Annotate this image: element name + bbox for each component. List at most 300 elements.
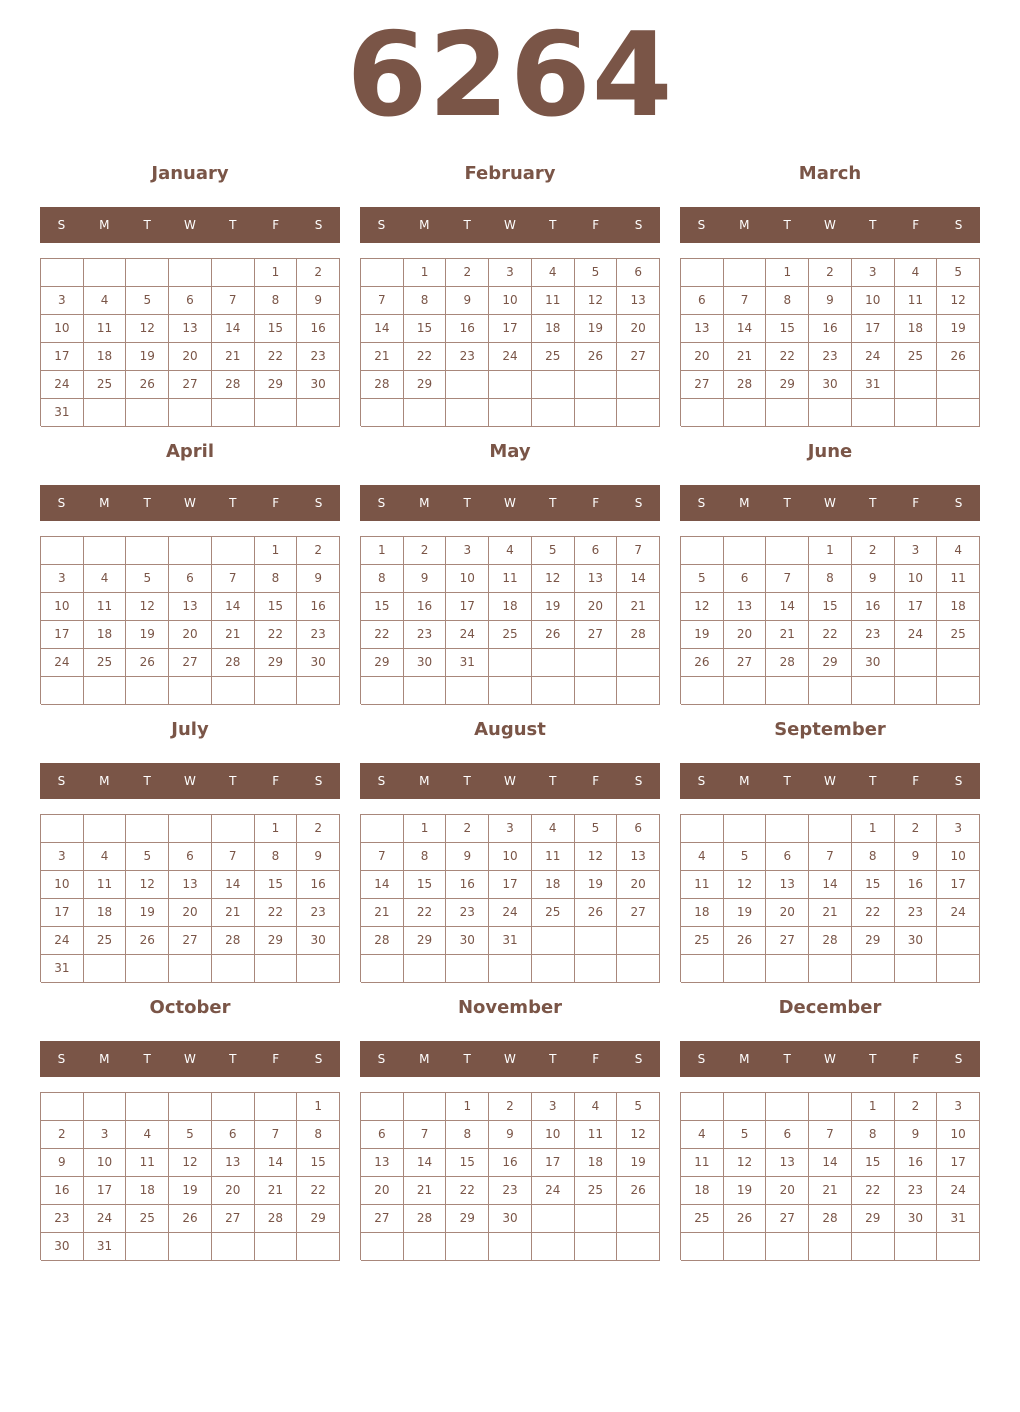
- day-cell: 14: [617, 565, 660, 593]
- day-cell: 11: [895, 287, 938, 315]
- year-title: 6264: [346, 8, 674, 143]
- empty-cell: [126, 537, 169, 565]
- day-cell: 11: [84, 315, 127, 343]
- day-cell: 16: [446, 315, 489, 343]
- weekday-label: S: [954, 774, 963, 788]
- day-cell: 19: [126, 621, 169, 649]
- empty-cell: [41, 537, 84, 565]
- empty-cell: [446, 677, 489, 705]
- day-cell: 26: [126, 649, 169, 677]
- empty-cell: [212, 955, 255, 983]
- empty-cell: [937, 371, 980, 399]
- day-cell: 20: [212, 1177, 255, 1205]
- day-cell: 2: [297, 259, 340, 287]
- empty-cell: [766, 1233, 809, 1261]
- day-cell: 31: [446, 649, 489, 677]
- day-cell: 5: [126, 565, 169, 593]
- empty-cell: [766, 955, 809, 983]
- empty-cell: [937, 677, 980, 705]
- empty-cell: [361, 955, 404, 983]
- day-cell: 9: [852, 565, 895, 593]
- empty-cell: [212, 1233, 255, 1261]
- day-cell: 14: [809, 1149, 852, 1177]
- day-cell: 4: [84, 565, 127, 593]
- day-cell: 15: [255, 871, 298, 899]
- day-cell: 19: [681, 621, 724, 649]
- day-grid: [360, 258, 660, 426]
- day-cell: 20: [617, 871, 660, 899]
- empty-cell: [255, 955, 298, 983]
- weekday-label: W: [184, 1052, 196, 1066]
- day-cell: 21: [361, 899, 404, 927]
- weekday-label: W: [504, 1052, 516, 1066]
- day-cell: 3: [489, 259, 532, 287]
- weekday-label: S: [634, 496, 643, 510]
- day-cell: 17: [446, 593, 489, 621]
- day-cell: 6: [724, 565, 767, 593]
- day-cell: 25: [532, 343, 575, 371]
- day-cell: 7: [617, 537, 660, 565]
- empty-cell: [532, 399, 575, 427]
- day-cell: 5: [681, 565, 724, 593]
- empty-cell: [404, 1093, 447, 1121]
- day-cell: 21: [617, 593, 660, 621]
- empty-cell: [766, 1093, 809, 1121]
- weekday-label: S: [57, 774, 66, 788]
- day-cell: 11: [532, 287, 575, 315]
- day-cell: 9: [41, 1149, 84, 1177]
- day-cell: 17: [532, 1149, 575, 1177]
- weekday-label: S: [314, 496, 323, 510]
- day-cell: 19: [575, 871, 618, 899]
- day-cell: 5: [575, 815, 618, 843]
- day-cell: 15: [404, 315, 447, 343]
- empty-cell: [212, 1093, 255, 1121]
- weekday-label: T: [143, 496, 151, 510]
- day-cell: 26: [724, 927, 767, 955]
- day-cell: 3: [937, 1093, 980, 1121]
- weekday-label: S: [57, 1052, 66, 1066]
- day-cell: 6: [766, 843, 809, 871]
- empty-cell: [297, 677, 340, 705]
- weekday-label: F: [592, 774, 600, 788]
- weekday-header: [360, 207, 660, 243]
- day-cell: 12: [575, 843, 618, 871]
- day-cell: 17: [937, 1149, 980, 1177]
- empty-cell: [84, 537, 127, 565]
- day-cell: 5: [126, 843, 169, 871]
- day-cell: 17: [937, 871, 980, 899]
- weekday-label: T: [783, 1052, 791, 1066]
- empty-cell: [84, 399, 127, 427]
- day-cell: 4: [681, 843, 724, 871]
- day-cell: 31: [41, 955, 84, 983]
- day-cell: 12: [126, 593, 169, 621]
- empty-cell: [297, 1233, 340, 1261]
- day-cell: 18: [532, 871, 575, 899]
- day-cell: 14: [361, 315, 404, 343]
- day-cell: 2: [404, 537, 447, 565]
- day-cell: 16: [489, 1149, 532, 1177]
- weekday-label: S: [377, 774, 386, 788]
- day-cell: 22: [361, 621, 404, 649]
- day-cell: 18: [681, 1177, 724, 1205]
- day-cell: 23: [895, 899, 938, 927]
- day-cell: 18: [681, 899, 724, 927]
- empty-cell: [404, 399, 447, 427]
- day-cell: 1: [255, 537, 298, 565]
- empty-cell: [126, 1093, 169, 1121]
- day-cell: 27: [617, 899, 660, 927]
- empty-cell: [575, 1205, 618, 1233]
- day-cell: 17: [489, 315, 532, 343]
- weekday-label: S: [697, 774, 706, 788]
- day-cell: 15: [255, 593, 298, 621]
- day-cell: 16: [895, 1149, 938, 1177]
- day-cell: 8: [404, 287, 447, 315]
- day-grid: [40, 814, 340, 982]
- day-cell: 28: [724, 371, 767, 399]
- weekday-label: W: [824, 496, 836, 510]
- empty-cell: [681, 537, 724, 565]
- empty-cell: [446, 955, 489, 983]
- weekday-label: W: [184, 496, 196, 510]
- month-name: August: [474, 719, 546, 740]
- day-cell: 21: [212, 899, 255, 927]
- empty-cell: [532, 1205, 575, 1233]
- day-cell: 29: [766, 371, 809, 399]
- weekday-label: F: [912, 774, 920, 788]
- empty-cell: [212, 399, 255, 427]
- weekday-label: S: [954, 496, 963, 510]
- empty-cell: [41, 677, 84, 705]
- day-cell: 23: [404, 621, 447, 649]
- day-cell: 1: [297, 1093, 340, 1121]
- empty-cell: [724, 259, 767, 287]
- weekday-label: S: [634, 774, 643, 788]
- day-cell: 4: [895, 259, 938, 287]
- day-cell: 19: [575, 315, 618, 343]
- empty-cell: [617, 677, 660, 705]
- day-cell: 2: [446, 815, 489, 843]
- empty-cell: [681, 1093, 724, 1121]
- day-cell: 18: [895, 315, 938, 343]
- day-cell: 6: [212, 1121, 255, 1149]
- day-cell: 21: [361, 343, 404, 371]
- day-cell: 12: [724, 1149, 767, 1177]
- weekday-label: T: [549, 218, 557, 232]
- day-cell: 30: [895, 927, 938, 955]
- weekday-label: S: [314, 774, 323, 788]
- weekday-label: M: [419, 774, 430, 788]
- day-cell: 11: [681, 1149, 724, 1177]
- day-cell: 6: [361, 1121, 404, 1149]
- day-cell: 9: [446, 287, 489, 315]
- day-cell: 15: [404, 871, 447, 899]
- empty-cell: [84, 955, 127, 983]
- day-cell: 10: [937, 843, 980, 871]
- day-cell: 28: [809, 1205, 852, 1233]
- day-cell: 10: [489, 843, 532, 871]
- empty-cell: [937, 1233, 980, 1261]
- empty-cell: [809, 955, 852, 983]
- day-cell: 9: [404, 565, 447, 593]
- day-cell: 24: [532, 1177, 575, 1205]
- weekday-header: [360, 1041, 660, 1077]
- day-cell: 2: [297, 815, 340, 843]
- empty-cell: [852, 955, 895, 983]
- weekday-label: F: [912, 1052, 920, 1066]
- day-cell: 15: [766, 315, 809, 343]
- day-cell: 7: [212, 565, 255, 593]
- empty-cell: [724, 1093, 767, 1121]
- day-cell: 28: [212, 927, 255, 955]
- empty-cell: [575, 677, 618, 705]
- day-cell: 22: [766, 343, 809, 371]
- day-cell: 13: [212, 1149, 255, 1177]
- month-june: [680, 440, 980, 710]
- day-cell: 6: [617, 815, 660, 843]
- day-cell: 23: [852, 621, 895, 649]
- empty-cell: [212, 815, 255, 843]
- day-cell: 17: [852, 315, 895, 343]
- empty-cell: [895, 649, 938, 677]
- weekday-label: W: [504, 774, 516, 788]
- day-cell: 22: [446, 1177, 489, 1205]
- empty-cell: [575, 927, 618, 955]
- empty-cell: [84, 677, 127, 705]
- empty-cell: [617, 927, 660, 955]
- day-cell: 20: [361, 1177, 404, 1205]
- day-cell: 20: [766, 899, 809, 927]
- empty-cell: [212, 259, 255, 287]
- day-cell: 22: [852, 899, 895, 927]
- day-cell: 14: [361, 871, 404, 899]
- day-cell: 27: [169, 371, 212, 399]
- month-name: October: [149, 997, 231, 1018]
- day-cell: 13: [766, 871, 809, 899]
- day-cell: 18: [575, 1149, 618, 1177]
- day-cell: 22: [255, 899, 298, 927]
- day-cell: 2: [446, 259, 489, 287]
- day-cell: 17: [41, 899, 84, 927]
- day-cell: 6: [617, 259, 660, 287]
- weekday-label: T: [783, 218, 791, 232]
- empty-cell: [41, 259, 84, 287]
- day-cell: 13: [617, 287, 660, 315]
- empty-cell: [446, 1233, 489, 1261]
- day-cell: 30: [297, 927, 340, 955]
- day-cell: 5: [617, 1093, 660, 1121]
- month-april: [40, 440, 340, 710]
- day-cell: 10: [895, 565, 938, 593]
- day-cell: 19: [126, 899, 169, 927]
- weekday-label: T: [869, 774, 877, 788]
- day-cell: 25: [84, 927, 127, 955]
- day-cell: 8: [852, 843, 895, 871]
- day-cell: 3: [489, 815, 532, 843]
- day-cell: 3: [41, 565, 84, 593]
- weekday-label: M: [739, 774, 750, 788]
- day-cell: 8: [809, 565, 852, 593]
- day-cell: 29: [809, 649, 852, 677]
- day-cell: 24: [41, 649, 84, 677]
- day-cell: 3: [532, 1093, 575, 1121]
- weekday-header: [40, 207, 340, 243]
- weekday-header: [360, 763, 660, 799]
- day-cell: 27: [169, 649, 212, 677]
- weekday-label: T: [549, 774, 557, 788]
- empty-cell: [212, 677, 255, 705]
- day-cell: 11: [126, 1149, 169, 1177]
- empty-cell: [84, 1093, 127, 1121]
- empty-cell: [809, 815, 852, 843]
- day-cell: 26: [937, 343, 980, 371]
- day-cell: 1: [852, 815, 895, 843]
- day-cell: 4: [937, 537, 980, 565]
- empty-cell: [255, 677, 298, 705]
- empty-cell: [255, 1233, 298, 1261]
- day-cell: 27: [766, 927, 809, 955]
- day-cell: 29: [361, 649, 404, 677]
- day-cell: 25: [575, 1177, 618, 1205]
- day-cell: 30: [852, 649, 895, 677]
- day-cell: 17: [895, 593, 938, 621]
- weekday-label: S: [954, 218, 963, 232]
- weekday-label: M: [419, 496, 430, 510]
- day-cell: 26: [575, 899, 618, 927]
- month-name: July: [171, 719, 209, 740]
- weekday-label: W: [504, 218, 516, 232]
- day-cell: 13: [575, 565, 618, 593]
- empty-cell: [126, 399, 169, 427]
- day-cell: 5: [126, 287, 169, 315]
- day-cell: 2: [297, 537, 340, 565]
- empty-cell: [617, 399, 660, 427]
- weekday-label: F: [592, 1052, 600, 1066]
- day-grid: [360, 536, 660, 704]
- day-cell: 12: [532, 565, 575, 593]
- weekday-label: T: [463, 1052, 471, 1066]
- weekday-label: F: [272, 218, 280, 232]
- weekday-header: [40, 763, 340, 799]
- day-cell: 15: [852, 1149, 895, 1177]
- day-cell: 22: [852, 1177, 895, 1205]
- day-cell: 4: [126, 1121, 169, 1149]
- weekday-label: M: [99, 774, 110, 788]
- day-cell: 10: [84, 1149, 127, 1177]
- empty-cell: [895, 399, 938, 427]
- day-cell: 14: [212, 871, 255, 899]
- empty-cell: [532, 1233, 575, 1261]
- day-cell: 21: [724, 343, 767, 371]
- day-cell: 10: [852, 287, 895, 315]
- empty-cell: [724, 1233, 767, 1261]
- day-cell: 8: [255, 565, 298, 593]
- empty-cell: [84, 259, 127, 287]
- empty-cell: [852, 1233, 895, 1261]
- day-cell: 21: [809, 899, 852, 927]
- weekday-label: F: [912, 218, 920, 232]
- day-cell: 11: [937, 565, 980, 593]
- day-cell: 27: [361, 1205, 404, 1233]
- empty-cell: [361, 259, 404, 287]
- month-name: January: [151, 163, 229, 184]
- empty-cell: [681, 955, 724, 983]
- weekday-label: S: [634, 218, 643, 232]
- day-cell: 4: [84, 287, 127, 315]
- day-cell: 14: [724, 315, 767, 343]
- weekday-label: T: [143, 1052, 151, 1066]
- empty-cell: [617, 1233, 660, 1261]
- day-cell: 11: [489, 565, 532, 593]
- empty-cell: [724, 815, 767, 843]
- empty-cell: [681, 677, 724, 705]
- month-name: September: [774, 719, 886, 740]
- month-name: February: [464, 163, 556, 184]
- day-cell: 11: [681, 871, 724, 899]
- day-cell: 13: [766, 1149, 809, 1177]
- day-cell: 3: [852, 259, 895, 287]
- day-cell: 23: [809, 343, 852, 371]
- day-cell: 15: [446, 1149, 489, 1177]
- empty-cell: [361, 1093, 404, 1121]
- day-cell: 29: [852, 927, 895, 955]
- day-cell: 22: [297, 1177, 340, 1205]
- day-cell: 16: [297, 315, 340, 343]
- empty-cell: [809, 1093, 852, 1121]
- empty-cell: [126, 677, 169, 705]
- empty-cell: [681, 259, 724, 287]
- day-cell: 15: [809, 593, 852, 621]
- day-cell: 29: [255, 649, 298, 677]
- day-cell: 8: [766, 287, 809, 315]
- empty-cell: [169, 399, 212, 427]
- day-cell: 11: [84, 871, 127, 899]
- empty-cell: [766, 677, 809, 705]
- day-cell: 24: [489, 343, 532, 371]
- day-cell: 13: [169, 315, 212, 343]
- day-cell: 26: [126, 927, 169, 955]
- weekday-label: F: [592, 496, 600, 510]
- day-cell: 3: [41, 287, 84, 315]
- day-cell: 16: [297, 593, 340, 621]
- empty-cell: [41, 815, 84, 843]
- day-cell: 12: [681, 593, 724, 621]
- weekday-label: S: [697, 496, 706, 510]
- day-cell: 12: [937, 287, 980, 315]
- day-cell: 21: [212, 621, 255, 649]
- day-cell: 6: [169, 843, 212, 871]
- weekday-label: T: [869, 1052, 877, 1066]
- day-cell: 17: [489, 871, 532, 899]
- weekday-label: S: [634, 1052, 643, 1066]
- day-cell: 27: [617, 343, 660, 371]
- empty-cell: [766, 537, 809, 565]
- day-cell: 28: [766, 649, 809, 677]
- empty-cell: [575, 955, 618, 983]
- empty-cell: [404, 677, 447, 705]
- day-cell: 17: [41, 343, 84, 371]
- weekday-label: T: [463, 496, 471, 510]
- day-cell: 13: [169, 871, 212, 899]
- day-cell: 20: [575, 593, 618, 621]
- weekday-label: S: [377, 1052, 386, 1066]
- day-cell: 4: [532, 815, 575, 843]
- day-grid: [680, 258, 980, 426]
- day-cell: 13: [169, 593, 212, 621]
- weekday-label: S: [57, 496, 66, 510]
